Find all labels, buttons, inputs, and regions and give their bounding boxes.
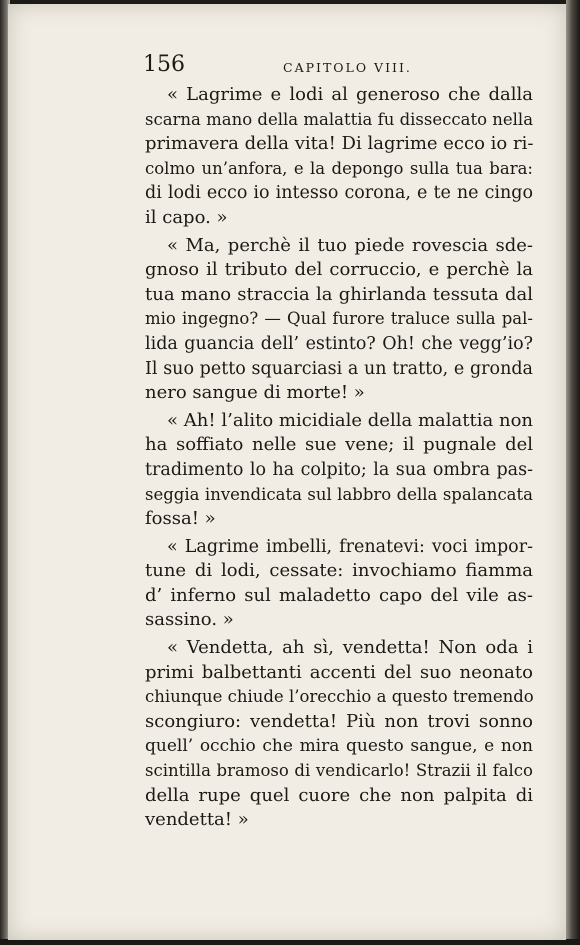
text-line: il capo. » [145, 206, 228, 228]
text-line: ha soffiato nelle sue vene; il pugnale del [145, 434, 533, 456]
text-line: scintilla bramoso di vendicarlo! Strazii il falco [145, 761, 533, 781]
text-line: quell’ occhio che mira questo sangue, e non [145, 736, 533, 757]
text-line: chiunque chiude l’orecchio a questo tremendo [145, 687, 534, 707]
text-line: della rupe quel cuore che non palpita di [145, 784, 533, 806]
text-line: scongiuro: vendetta! Più non trovi sonno [145, 710, 533, 732]
paragraph [145, 535, 533, 633]
text-line: gnoso il tributo del corruccio, e perchè la [145, 259, 533, 281]
text-line: « Lagrime imbelli, frenatevi: voci impor- [167, 536, 533, 557]
text-line: primi balbettanti accenti del suo neonato [145, 661, 533, 683]
text-line: « Vendetta, ah sì, vendetta! Non oda i [167, 637, 533, 659]
text-line: « Ah! l’alito micidiale della malattia non [167, 409, 533, 431]
text-line: tradimento lo ha colpito; la sua ombra pas- [145, 459, 533, 480]
text-line: scarna mano della malattia fu disseccato nella [145, 109, 534, 129]
text-line: « Ma, perchè il tuo piede rovescia sde- [167, 234, 533, 256]
paragraph [145, 409, 533, 532]
text-line: fossa! » [145, 508, 216, 530]
text-line: tua mano straccia la ghirlanda tessuta dal [145, 283, 533, 305]
text-line: nero sangue di morte! » [145, 382, 365, 404]
text-line: tune di lodi, cessate: invochiamo fiamma [145, 560, 533, 582]
text-line: d’ inferno sul maladetto capo del vile as- [145, 584, 533, 606]
text-line: colmo un’anfora, e la depongo sulla tua bara: [145, 158, 533, 178]
paragraph [145, 234, 533, 406]
text-line: « Lagrime e lodi al generoso che dalla [167, 84, 533, 105]
text-line: mio ingegno? — Qual furore traluce sulla pal- [145, 309, 533, 329]
paragraph [145, 636, 533, 833]
text-line: di lodi ecco io intesso corona, e te ne cingo [145, 183, 533, 204]
page-number: 156 [143, 52, 185, 77]
text-line: primavera della vita! Di lagrime ecco io ri- [145, 133, 534, 155]
text-line: vendetta! » [145, 809, 249, 831]
paragraph [145, 83, 533, 231]
page-header [143, 52, 533, 80]
body-text [145, 83, 533, 836]
text-line: sassino. » [145, 609, 234, 631]
scan-right-edge [566, 0, 580, 945]
text-line: Il suo petto squarciasi a un tratto, e gronda [145, 358, 533, 379]
text-line: lida guancia dell’ estinto? Oh! che vegg’io? [145, 333, 533, 354]
text-line: seggia invendicata sul labbro della spalancata [145, 484, 533, 504]
running-head: CAPITOLO VIII. [283, 60, 412, 75]
